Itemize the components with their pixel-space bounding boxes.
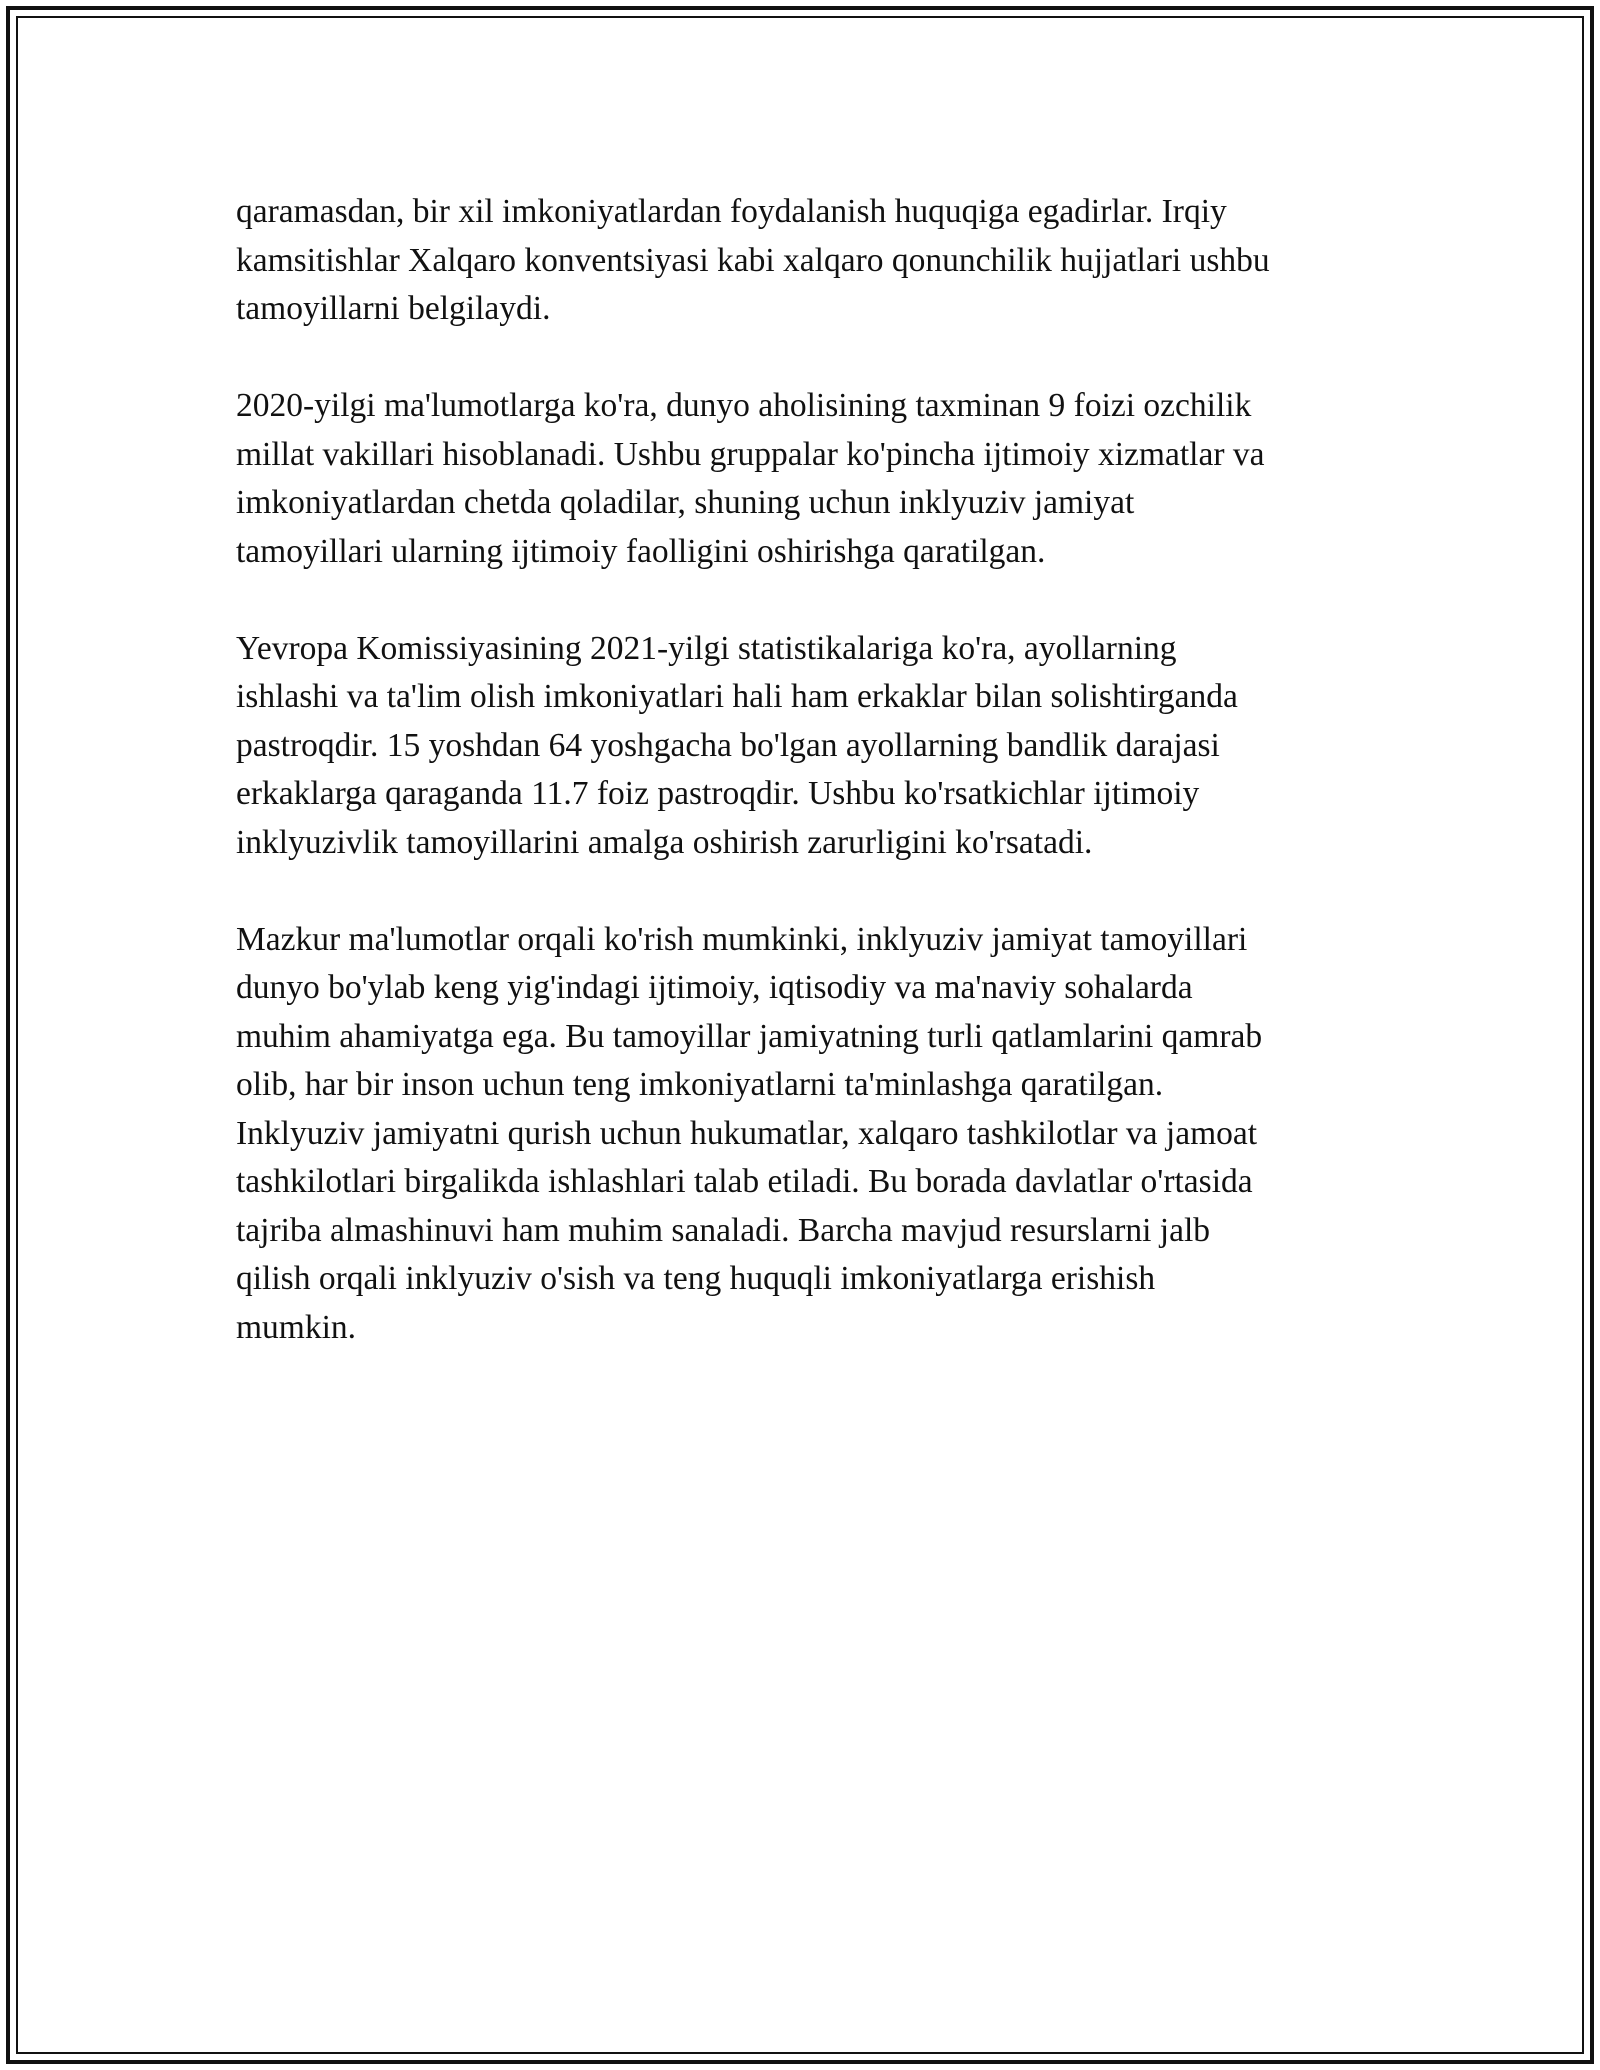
- paragraph-4: [236, 916, 1376, 1353]
- paragraph-2: [236, 382, 1376, 576]
- text-line: erkaklarga qaraganda 11.7 foiz pastroqdir. Ushbu ko'rsatkichlar ijtimoiy: [236, 775, 1200, 812]
- text-line: Inklyuziv jamiyatni qurish uchun hukumatlar, xalqaro tashkilotlar va jamoat: [236, 1114, 1258, 1152]
- text-line: tashkilotlari birgalikda ishlashlari talab etiladi. Bu borada davlatlar o'rtasida: [236, 1163, 1253, 1200]
- paragraph-3: [236, 625, 1376, 868]
- text-line: pastroqdir. 15 yoshdan 64 yoshgacha bo'lgan ayollarning bandlik darajasi: [236, 726, 1220, 764]
- text-line: mumkin.: [236, 1308, 357, 1346]
- text-line: 2020-yilgi ma'lumotlarga ko'ra, dunyo aholisining taxminan 9 foizi ozchilik: [236, 387, 1252, 424]
- text-line: qaramasdan, bir xil imkoniyatlardan foydalanish huquqiga egadirlar. Irqiy: [236, 193, 1227, 230]
- text-line: imkoniyatlardan chetda qoladilar, shuning uchun inklyuziv jamiyat: [236, 484, 1135, 521]
- text-line: Yevropa Komissiyasining 2021-yilgi statistikalariga ko'ra, ayollarning: [236, 629, 1177, 667]
- text-line: muhim ahamiyatga ega. Bu tamoyillar jamiyatning turli qatlamlarini qamrab: [236, 1017, 1263, 1055]
- paragraph-1: [236, 188, 1376, 334]
- text-line: qilish orqali inklyuziv o'sish va teng huquqli imkoniyatlarga erishish: [236, 1260, 1156, 1297]
- document-body: [236, 188, 1376, 1401]
- text-line: dunyo bo'ylab keng yig'indagi ijtimoiy, iqtisodiy va ma'naviy sohalarda: [236, 969, 1193, 1006]
- text-line: kamsitishlar Xalqaro konventsiyasi kabi xalqaro qonunchilik hujjatlari ushbu: [236, 241, 1270, 279]
- text-line: ishlashi va ta'lim olish imkoniyatlari hali ham erkaklar bilan solishtirganda: [236, 678, 1238, 715]
- text-line: Mazkur ma'lumotlar orqali ko'rish mumkinki, inklyuziv jamiyat tamoyillari: [236, 920, 1248, 958]
- text-line: inklyuzivlik tamoyillarini amalga oshirish zarurligini ko'rsatadi.: [236, 823, 1093, 861]
- text-line: millat vakillari hisoblanadi. Ushbu gruppalar ko'pincha ijtimoiy xizmatlar va: [236, 435, 1265, 473]
- text-line: tajriba almashinuvi ham muhim sanaladi. Barcha mavjud resurslarni jalb: [236, 1211, 1211, 1249]
- text-line: tamoyillari ularning ijtimoiy faolligini oshirishga qaratilgan.: [236, 532, 1046, 570]
- text-line: tamoyillarni belgilaydi.: [236, 290, 551, 327]
- text-line: olib, har bir inson uchun teng imkoniyatlarni ta'minlashga qaratilgan.: [236, 1066, 1164, 1103]
